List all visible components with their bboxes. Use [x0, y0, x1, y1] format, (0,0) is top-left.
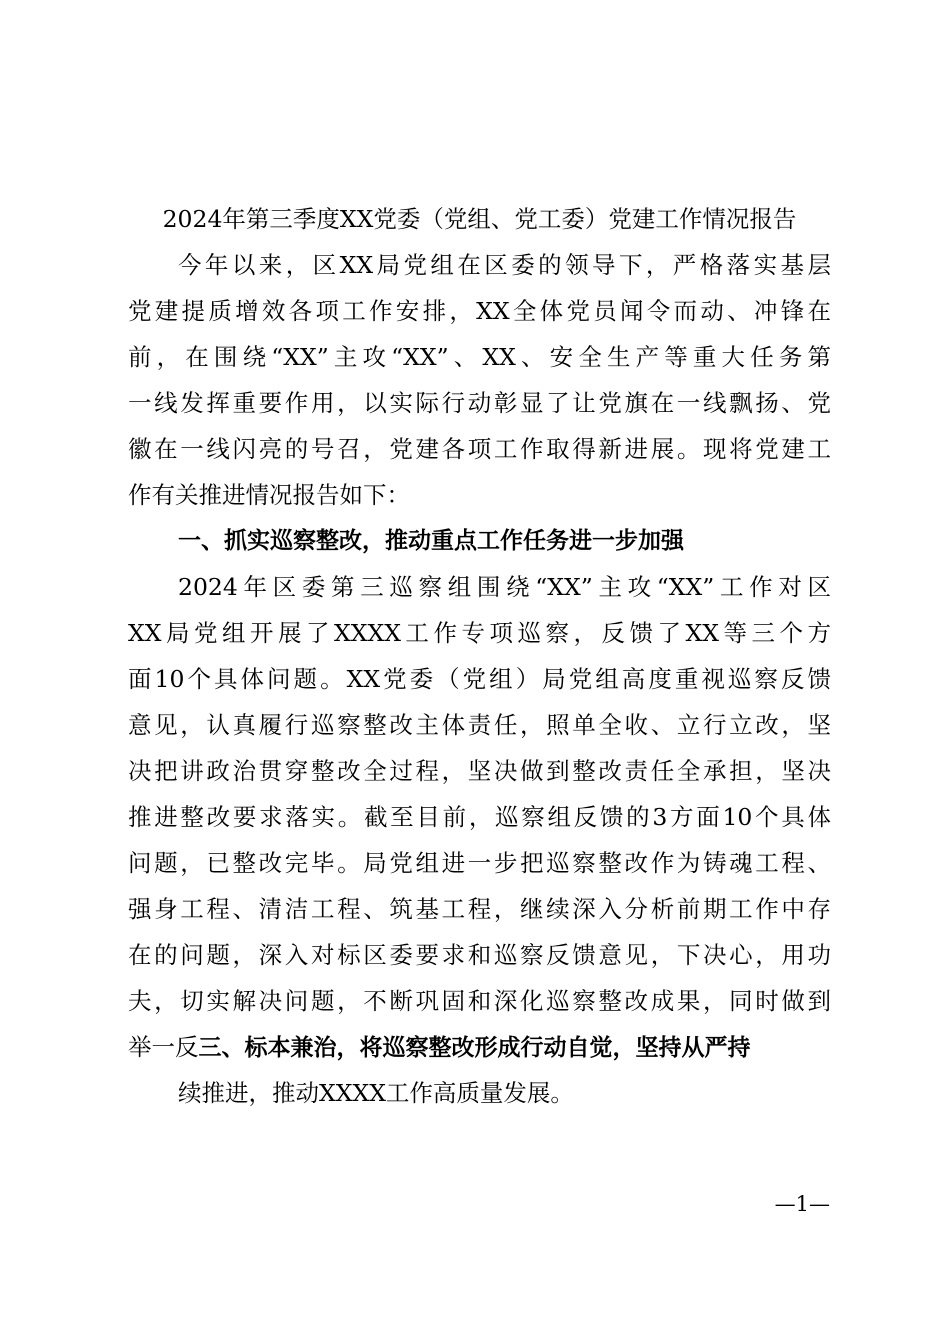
- section1-line-5: 决把讲政治贯穿整改全过程，坚决做到整改责任全承担，坚决: [128, 757, 831, 785]
- section1-line-1: 2024年区委第三巡察组围绕“XX”主攻“XX”工作对区: [178, 573, 831, 601]
- section1-line-6: 推进整改要求落实。截至目前，巡察组反馈的3方面10个具体: [128, 803, 831, 831]
- section1-line-2: XX局党组开展了XXXX工作专项巡察，反馈了XX等三个方: [128, 619, 831, 647]
- section1-line-8: 强身工程、清洁工程、筑基工程，继续深入分析前期工作中存: [128, 895, 831, 923]
- section-heading-1: 一、抓实巡察整改，推动重点工作任务进一步加强: [178, 528, 684, 554]
- section1-line-9: 在的问题，深入对标区委要求和巡察反馈意见，下决心，用功: [128, 941, 831, 969]
- section1-line-4: 意见，认真履行巡察整改主体责任，照单全收、立行立改，坚: [128, 711, 831, 739]
- section1-line-7: 问题，已整改完毕。局党组进一步把巡察整改作为铸魂工程、: [128, 849, 831, 877]
- mixed-line: [128, 1024, 831, 1070]
- document-title: 2024年第三季度XX党委（党组、党工委）党建工作情况报告: [162, 205, 797, 233]
- section1-line-3: 面10个具体问题。XX党委（党组）局党组高度重视巡察反馈: [128, 665, 831, 693]
- page-number: —1—: [774, 1192, 830, 1216]
- section-heading-3: 三、标本兼治，将巡察整改形成行动自觉，坚持从严持: [198, 1035, 751, 1061]
- intro-line-1: 今年以来，区XX局党组在区委的领导下，严格落实基层: [178, 251, 831, 279]
- mixed-line-start: 举一反: [128, 1033, 199, 1061]
- intro-line-2: 党建提质增效各项工作安排，XX全体党员闻令而动、冲锋在: [128, 297, 831, 325]
- intro-line-4: 一线发挥重要作用，以实际行动彰显了让党旗在一线飘扬、党: [128, 389, 831, 417]
- last-line: 续推进，推动XXXX工作高质量发展。: [178, 1079, 574, 1107]
- intro-line-5: 徽在一线闪亮的号召，党建各项工作取得新进展。现将党建工: [128, 435, 831, 463]
- section1-line-10: 夫，切实解决问题，不断巩固和深化巡察整改成果，同时做到: [128, 987, 831, 1015]
- intro-line-3: 前，在围绕“XX”主攻“XX”、XX、安全生产等重大任务第: [128, 343, 831, 371]
- intro-line-6: 作有关推进情况报告如下：: [128, 481, 410, 509]
